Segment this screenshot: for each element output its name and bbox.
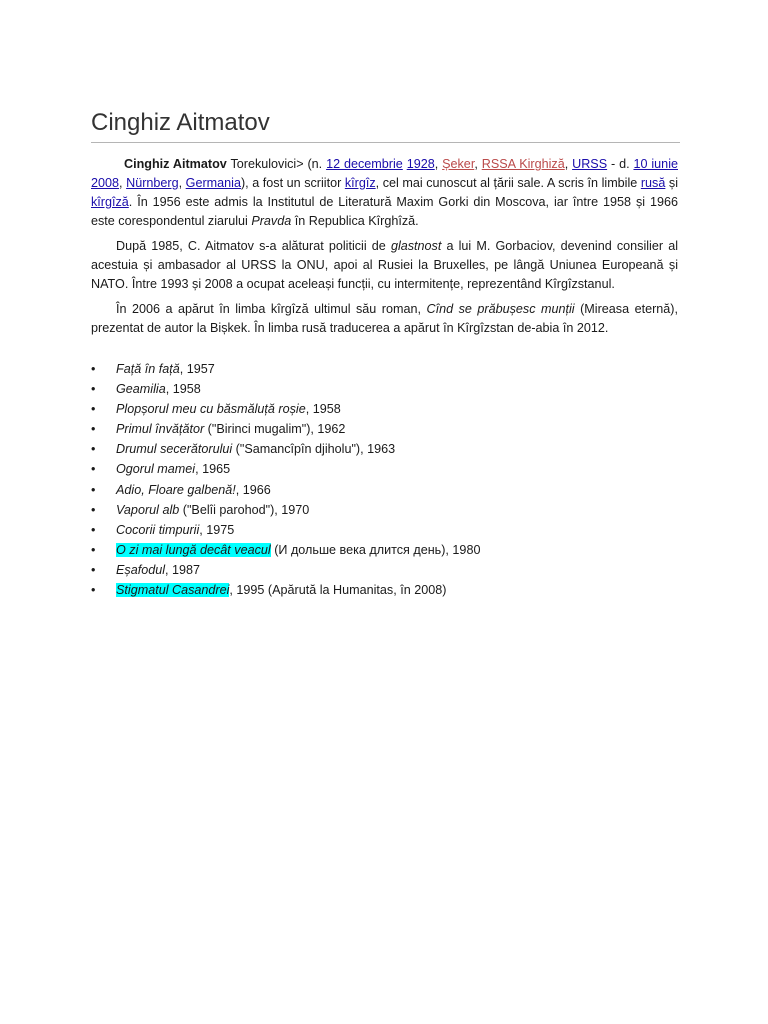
link-birth-year[interactable]: 1928 [406,157,435,171]
bullet-icon: • [91,462,96,477]
bullet-icon: • [91,442,96,457]
text-fragment: În 2006 a apărut în limba kîrgîză ultimul său roman, [116,302,427,316]
work-title: Ogorul mamei [116,462,196,477]
work-details: , 1995 (Apărută la Humanitas, în 2008) [229,583,447,598]
link-kirgiza[interactable]: kîrgîză [91,195,129,209]
work-details: ("Samancîpîn djiholu"), 1963 [232,442,396,457]
text-fragment: (n. [303,157,327,171]
bullet-icon: • [91,583,96,598]
work-details: , 1957 [179,362,215,376]
bullet-icon: • [91,502,96,517]
paragraph-intro: Cinghiz Aitmatov Torekulovici> (n. 12 decembrie 1928, Șeker, RSSA Kirghiză, URSS - d. 10 iunie 2008, Nürnberg, Germania), a fost un scriitor kîrgîz, cel mai cunoscut al țării sale. A scris în limbile rusă și kîrgîză. În 1956 este admis la Institutul de Literatură Maxim Gorki din Moscova, iar între 1958 și 1966 este corespondentul ziarului Pravda în Republica Kîrghîză. [91,157,678,228]
page-title: Cinghiz Aitmatov [91,108,680,143]
text-fragment: ), a fost un scriitor [240,176,345,190]
link-kirgiz[interactable]: kîrgîz [344,176,376,190]
link-death-country[interactable]: Germania [185,176,241,190]
bullet-icon: • [91,542,96,557]
author-name: Cinghiz Aitmatov [124,157,227,171]
bullet-icon: • [91,422,96,437]
bullet-icon: • [91,482,96,497]
work-details: , 1958 [305,402,341,417]
work-details: ("Belîi parohod"), 1970 [179,502,310,517]
work-details: , 1987 [165,562,201,577]
link-death-day[interactable]: 10 iunie [633,157,678,171]
work-item [91,540,678,560]
work-item [91,459,678,479]
text-fragment: (Mireasa eternă), prezentat de autor la Bișkek. În limba rusă traducerea a apărut în Kîrgîzstan de-abia în 2012. [91,302,678,335]
bullet-icon: • [91,362,96,376]
work-item [91,399,678,419]
novel-title: Cînd se prăbușesc munții [426,302,575,316]
work-details: , 1958 [165,382,201,397]
link-death-year[interactable]: 2008 [91,176,120,190]
work-item [91,560,678,580]
work-title: Geamilia [116,382,166,397]
text-fragment: în Republica Kîrghîză. [291,214,419,228]
work-item [91,439,678,459]
link-urss[interactable]: URSS [572,157,608,171]
work-item [91,520,678,540]
work-details: , 1966 [235,482,271,497]
article-body [91,155,678,344]
work-details: , 1965 [195,462,231,477]
work-title: Cocorii timpurii [116,522,200,537]
text-fragment: - d. [607,157,634,171]
text-fragment: . În 1956 este admis la Institutul de Literatură Maxim Gorki din Moscova, iar între 1958 și 1966 este corespondentul ziarului [91,195,678,228]
works-list [91,359,678,600]
paragraph-politics [91,237,678,294]
work-title: Primul învățător [116,422,205,437]
work-details: (И дольше века длится день), 1980 [270,542,481,557]
link-death-city[interactable]: Nürnberg [126,176,179,190]
glastnost-text: glastnost [390,239,442,253]
paragraph-last-novel [91,300,678,338]
link-birth-place[interactable]: Șeker [442,157,475,171]
work-title: Plopșorul meu cu băsmăluță roșie [116,402,306,417]
bullet-icon: • [91,562,96,577]
work-title: Vaporul alb [116,502,180,517]
link-rssa[interactable]: RSSA Kirghiză [481,157,565,171]
work-title: Drumul secerătorului [116,442,233,457]
work-item [91,580,678,600]
bullet-icon: • [91,402,96,417]
link-birth-day[interactable]: 12 decembrie [326,157,403,171]
work-details: ("Birinci mugalim"), 1962 [204,422,346,437]
pravda-text: Pravda [251,214,292,228]
text-fragment: După 1985, C. Aitmatov s-a alăturat politicii de [116,239,391,253]
work-item [91,359,678,379]
work-item [91,480,678,500]
patronymic-text: Torekulovici> [226,157,304,171]
work-item [91,500,678,520]
work-title: Stigmatul Casandrei [116,583,230,598]
work-title: O zi mai lungă decât veacul [116,542,271,557]
text-fragment: a lui M. Gorbaciov, devenind consilier al acestuia și ambasador al URSS la ONU, apoi al Rusiei la Bruxelles, pe lângă Uniunea Europeană și NATO. Între 1993 și 2008 a ocupat aceleași funcții, cu intermitențe, reprezentând Kîrgîzstanul. [91,239,678,291]
work-title: Față în față [116,362,180,376]
text-fragment: , cel mai cunoscut al țării sale. A scris în limbile [375,176,641,190]
link-rusa[interactable]: rusă [640,176,666,190]
work-item [91,419,678,439]
work-details: , 1975 [199,522,235,537]
work-item [91,379,678,399]
bullet-icon: • [91,522,96,537]
work-title: Adio, Floare galbenă! [116,482,236,497]
work-title: Eșafodul [116,562,166,577]
bullet-icon: • [91,382,96,397]
text-fragment: și [665,176,678,190]
